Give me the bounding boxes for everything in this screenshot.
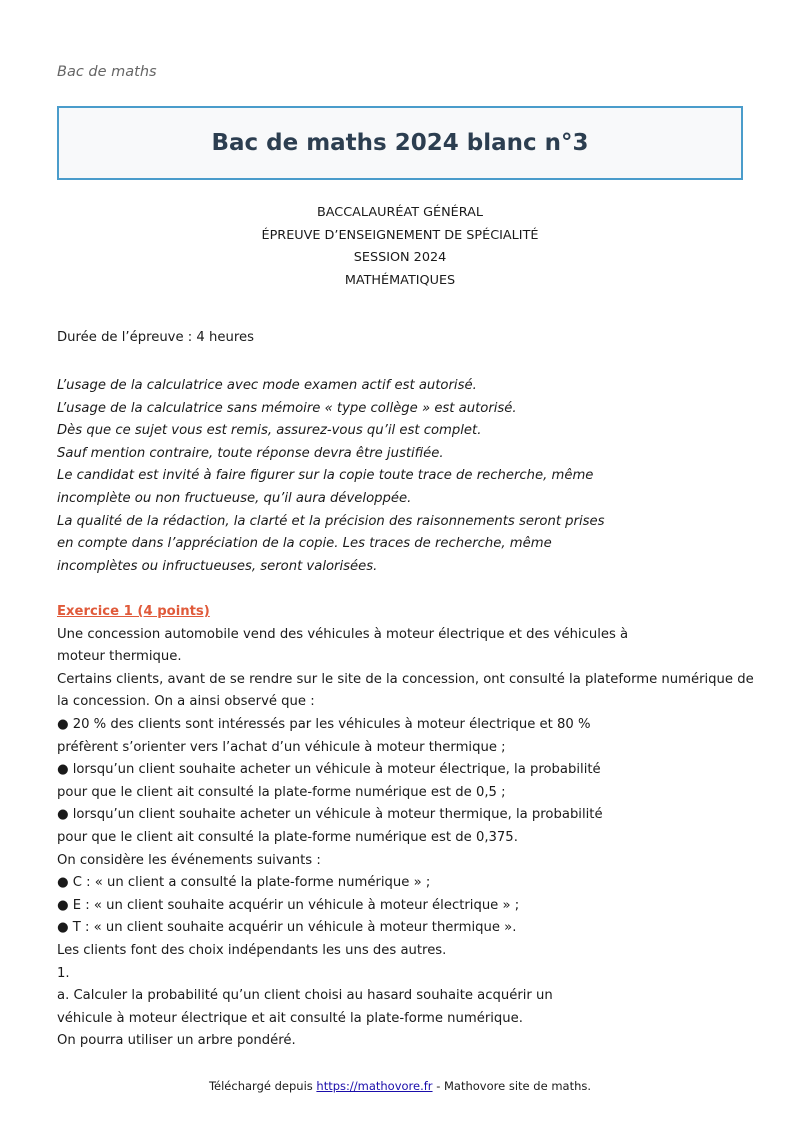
exercise-line: pour que le client ait consulté la plate-forme numérique est de 0,375. [57,829,518,845]
exercise-line: pour que le client ait consulté la plate-forme numérique est de 0,5 ; [57,784,506,800]
exercise-line: ● lorsqu’un client souhaite acheter un véhicule à moteur thermique, la probabilité [57,807,603,823]
exercise-line: moteur thermique. [57,649,182,665]
instruction-line: incomplète ou non fructueuse, qu’il aura développée. [57,490,412,506]
exercise-line: préfèrent s’orienter vers l’achat d’un véhicule à moteur thermique ; [57,739,506,755]
exam-info-line: MATHÉMATIQUES [344,272,456,288]
exercise-line: On pourra utiliser un arbre pondéré. [57,1033,296,1049]
instruction-line: Le candidat est invité à faire figurer sur la copie toute trace de recherche, même [57,468,594,484]
exam-info [0,202,800,292]
instruction-line: L’usage de la calculatrice avec mode examen actif est autorisé. [57,378,477,393]
exam-info-line: ÉPREUVE D’ENSEIGNEMENT DE SPÉCIALITÉ [261,227,539,243]
instructions [57,375,657,578]
exercise-line: la concession. On a ainsi observé que : [57,694,315,710]
exercise-line: a. Calculer la probabilité qu’un client choisi au hasard souhaite acquérir un [57,988,553,1004]
footer-prefix: Téléchargé depuis [208,1079,317,1093]
instruction-line: en compte dans l’appréciation de la copie. Les traces de recherche, même [57,536,552,552]
page-title: Bac de maths 2024 blanc n°3 [211,130,589,156]
exercise-line: ● C : « un client a consulté la plate-forme numérique » ; [57,875,431,891]
page-footer [0,1079,800,1093]
exercise-line: 1. [57,965,70,981]
exercise-line: véhicule à moteur électrique et ait consulté la plate-forme numérique. [57,1010,523,1026]
exercise-line: ● T : « un client souhaite acquérir un véhicule à moteur thermique ». [57,920,517,936]
instruction-line: incomplètes ou infructueuses, seront valorisées. [57,558,378,574]
exam-info-line: BACCALAURÉAT GÉNÉRAL [316,205,483,220]
exercise-line: On considère les événements suivants : [57,852,321,868]
instruction-line: La qualité de la rédaction, la clarté et la précision des raisonnements seront prises [57,513,605,529]
exercise-title: Exercice 1 (4 points) [57,604,210,619]
footer-link[interactable]: https://mathovore.fr [316,1079,433,1093]
exercise-line: ● E : « un client souhaite acquérir un véhicule à moteur électrique » ; [57,897,520,913]
exercise-line: ● lorsqu’un client souhaite acheter un véhicule à moteur électrique, la probabilité [57,762,601,778]
title-box [57,106,743,180]
exercise-line: Certains clients, avant de se rendre sur le site de la concession, ont consulté la plateforme numérique de [57,671,754,687]
instruction-line: Sauf mention contraire, toute réponse devra être justifiée. [57,445,444,461]
exercise-line: Une concession automobile vend des véhicules à moteur électrique et des véhicules à [57,626,629,642]
instruction-line: L’usage de la calculatrice sans mémoire « type collège » est autorisé. [57,400,517,416]
instruction-line: Dès que ce sujet vous est remis, assurez-vous qu’il est complet. [57,423,482,439]
exercise-line: ● 20 % des clients sont intéressés par les véhicules à moteur électrique et 80 % [57,716,591,732]
footer-suffix: - Mathovore site de maths. [432,1079,592,1093]
exercise-line: Les clients font des choix indépendants les uns des autres. [57,942,447,958]
exam-duration: Durée de l’épreuve : 4 heures [57,330,254,345]
header-note: Bac de maths [57,64,157,80]
exam-info-line: SESSION 2024 [353,250,447,265]
exercise-1 [57,601,754,1053]
